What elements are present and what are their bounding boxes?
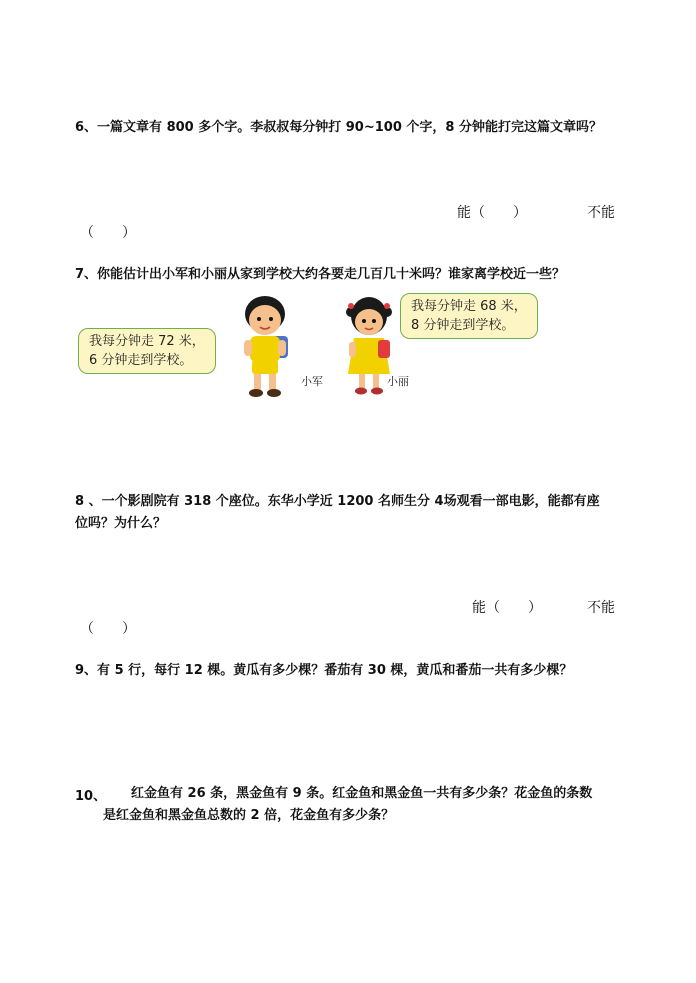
question-7: 7、你能估计出小军和小丽从家到学校大约各要走几百几十米吗？谁家离学校近一些？ <box>75 267 566 282</box>
question-9: 9、有 5 行，每行 12 棵。黄瓜有多少棵？番茄有 30 棵，黄瓜和番茄一共有多少棵？ <box>75 663 573 678</box>
q8-cannot-option: 不能 <box>587 600 615 616</box>
question-10-line1: 红金鱼有 26 条，黑金鱼有 9 条。红金鱼和黑金鱼一共有多少条？花金鱼的条数 <box>131 786 593 801</box>
question-10-number: 10、 <box>75 789 107 804</box>
girl-speech-line1: 我每分钟走 68 米， <box>411 299 527 314</box>
boy-speech-line2: 6 分钟走到学校。 <box>89 353 193 368</box>
question-8-line1: 8 、一个影剧院有 318 个座位。东华小学近 1200 名师生分 4场观看一部电影，能都有座 <box>75 494 600 509</box>
boy-name-label: 小军 <box>301 375 323 388</box>
q8-can-option: 能（ ） <box>472 600 542 616</box>
girl-name-label: 小丽 <box>387 375 409 388</box>
boy-speech-bubble <box>78 328 216 374</box>
q6-cannot-paren: （ ） <box>80 225 136 241</box>
girl-speech-line2: 8 分钟走到学校。 <box>411 318 515 333</box>
girl-speech-bubble <box>400 293 538 339</box>
question-10-line2: 是红金鱼和黑金鱼总数的 2 倍，花金鱼有多少条？ <box>103 808 395 823</box>
q6-can-option: 能（ ） <box>457 205 527 221</box>
q8-cannot-paren: （ ） <box>80 621 136 637</box>
question-8-line2: 位吗？为什么？ <box>75 516 167 531</box>
q6-cannot-option: 不能 <box>587 205 615 221</box>
boy-illustration <box>232 292 298 400</box>
boy-speech-line1: 我每分钟走 72 米， <box>89 334 205 349</box>
question-6: 6、一篇文章有 800 多个字。李叔叔每分钟打 90~100 个字，8 分钟能打完这篇文章吗？ <box>75 120 602 135</box>
